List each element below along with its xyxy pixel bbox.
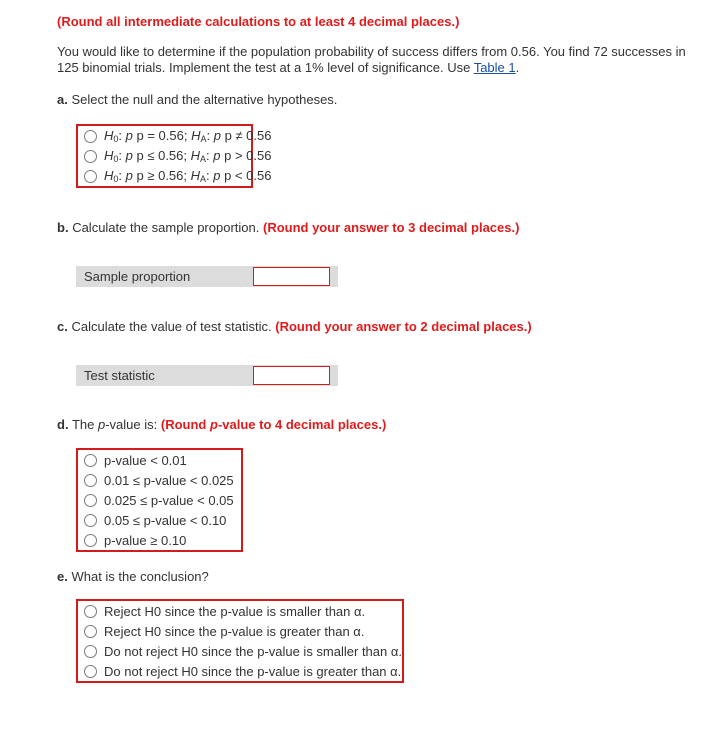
conclusion-option-1[interactable] [78, 601, 402, 621]
radio-button[interactable] [84, 534, 97, 547]
problem-text-end: . [515, 60, 520, 75]
hypothesis-option-2[interactable]: $H_0$: p p ≤ 0.56; $H_A$: p p > 0.56 [78, 146, 251, 166]
table-1-link[interactable]: Table 1 [473, 60, 516, 75]
part-e-prompt [57, 569, 209, 584]
p-value-option-label: p-value < 0.01 [104, 452, 187, 468]
p-value-options [76, 448, 243, 552]
part-c-letter: c. [57, 319, 68, 334]
part-d-round-pre: (Round [160, 417, 207, 432]
p-value-option-1[interactable] [78, 450, 241, 470]
radio-button[interactable] [84, 605, 97, 618]
ha-value: p ≠ 0.56 [224, 128, 272, 143]
conclusion-option-label: Do not reject H0 since the p-value is greater than α. [104, 663, 402, 679]
p-value-option-label: p-value ≥ 0.10 [104, 532, 187, 548]
part-b-prompt [57, 220, 519, 235]
hypotheses-options [76, 124, 272, 188]
part-c-text: Calculate the value of test statistic. [71, 319, 272, 334]
hypothesis-option-1[interactable]: $H_0$: p p = 0.56; $H_A$: p p ≠ 0.56 [78, 126, 251, 146]
part-d-prompt [57, 417, 386, 432]
radio-button[interactable] [84, 150, 97, 163]
ha-value: p > 0.56 [224, 148, 272, 163]
sample-proportion-input[interactable] [253, 267, 330, 286]
conclusion-option-2[interactable] [78, 621, 402, 641]
h0-value: p = 0.56; [136, 128, 188, 143]
part-c-prompt [57, 319, 532, 334]
part-b-text: Calculate the sample proportion. [72, 220, 260, 235]
sample-proportion-row [76, 266, 338, 287]
ha-value: p < 0.56 [224, 168, 272, 183]
test-statistic-label: Test statistic [84, 368, 155, 383]
radio-button[interactable] [84, 170, 97, 183]
part-d-text-pre: The [71, 417, 95, 432]
conclusion-option-4[interactable] [78, 661, 402, 681]
conclusion-options [76, 599, 404, 683]
part-a-text: Select the null and the alternative hypotheses. [71, 92, 338, 107]
test-statistic-input[interactable] [253, 366, 330, 385]
h0-value: p ≥ 0.56; [136, 168, 188, 183]
p-value-option-label: 0.025 ≤ p-value < 0.05 [104, 492, 234, 508]
test-statistic-row [76, 365, 338, 386]
radio-button[interactable] [84, 474, 97, 487]
radio-button[interactable] [84, 130, 97, 143]
conclusion-option-label: Do not reject H0 since the p-value is smaller than α. [104, 643, 402, 659]
radio-button[interactable] [84, 514, 97, 527]
h0-value: p ≤ 0.56; [136, 148, 188, 163]
part-d-round-p: p [209, 417, 218, 432]
radio-button[interactable] [84, 665, 97, 678]
p-value-option-label: 0.05 ≤ p-value < 0.10 [104, 512, 227, 528]
radio-button[interactable] [84, 494, 97, 507]
problem-text: You would like to determine if the population probability of success differs from 0.56. You find 72 successes in 125 binomial trials. Implement the test at a 1% level of significance. Use [57, 44, 686, 75]
p-value-option-5[interactable] [78, 530, 241, 550]
sample-proportion-label: Sample proportion [84, 269, 191, 284]
part-a-prompt [57, 92, 337, 107]
part-c-round-note: (Round your answer to 2 decimal places.) [275, 319, 532, 334]
part-b-round-note: (Round your answer to 3 decimal places.) [262, 220, 520, 235]
p-value-option-4[interactable] [78, 510, 241, 530]
conclusion-option-3[interactable] [78, 641, 402, 661]
p-value-option-label: 0.01 ≤ p-value < 0.025 [104, 472, 234, 488]
problem-statement [57, 44, 697, 76]
radio-button[interactable] [84, 454, 97, 467]
hypothesis-option-3[interactable]: $H_0$: p p ≥ 0.56; $H_A$: p p < 0.56 [78, 166, 251, 186]
part-e-text: What is the conclusion? [71, 569, 209, 584]
part-d-round-post: -value to 4 decimal places.) [217, 417, 387, 432]
radio-button[interactable] [84, 645, 97, 658]
rounding-note: (Round all intermediate calculations to at least 4 decimal places.) [57, 14, 460, 29]
conclusion-option-label: Reject H0 since the p-value is smaller than α. [104, 603, 366, 619]
part-a-letter: a. [57, 92, 68, 107]
p-value-option-2[interactable] [78, 470, 241, 490]
part-d-text-post: -value is: [105, 417, 158, 432]
conclusion-option-label: Reject H0 since the p-value is greater than α. [104, 623, 365, 639]
part-d-letter: d. [57, 417, 69, 432]
radio-button[interactable] [84, 625, 97, 638]
p-value-option-3[interactable] [78, 490, 241, 510]
part-e-letter: e. [57, 569, 68, 584]
part-d-text-p: p [97, 417, 106, 432]
part-b-letter: b. [57, 220, 69, 235]
